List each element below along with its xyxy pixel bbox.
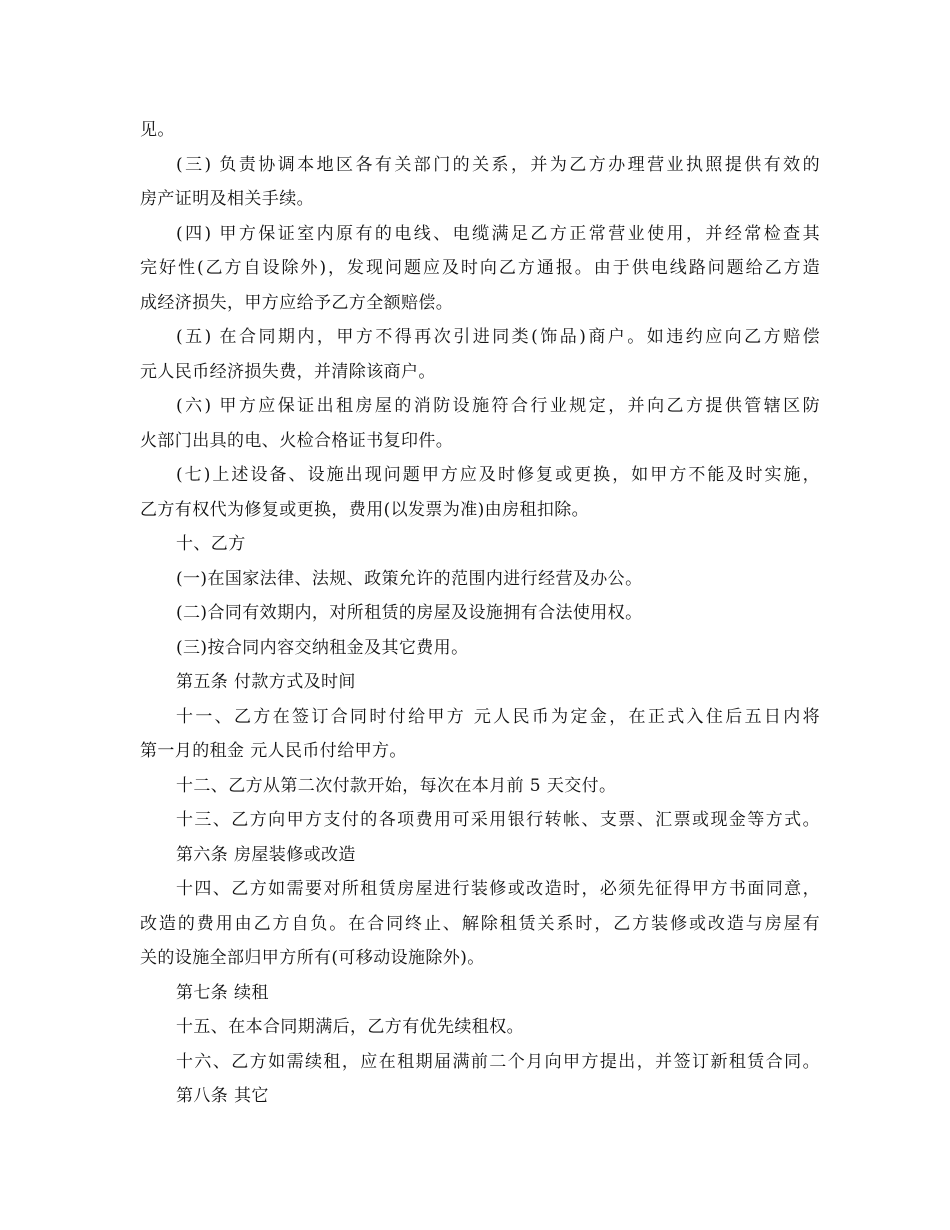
text-line: 第五条 付款方式及时间: [176, 672, 356, 692]
text-line: (七)上述设备、设施出现问题甲方应及时修复或更换，如甲方不能及时实施，: [176, 465, 820, 485]
text-line: 十六、乙方如需续租，应在租期届满前二个月向甲方提出，并签订新租赁合同。: [176, 1051, 820, 1072]
text-line: (三) 负责协调本地区各有关部门的关系，并为乙方办理营业执照提供有效的: [176, 154, 820, 175]
text-line: (四) 甲方保证室内原有的电线、电缆满足乙方正常营业使用，并经常检查其: [176, 223, 820, 244]
text-line: 十二、乙方从第二次付款开始，每次在本月前 5 天交付。: [176, 775, 617, 796]
text-line: 火部门出具的电、火检合格证书复印件。: [140, 430, 454, 451]
text-line: (六) 甲方应保证出租房屋的消防设施符合行业规定，并向乙方提供管辖区防: [176, 396, 820, 416]
text-line: 十一、乙方在签订合同时付给甲方 元人民币为定金，在正式入住后五日内将: [176, 706, 820, 727]
text-line: (五) 在合同期内，甲方不得再次引进同类(饰品)商户。如违约应向乙方赔偿: [176, 327, 820, 347]
text-line: 完好性(乙方自设除外)，发现问题应及时向乙方通报。由于供电线路问题给乙方造: [140, 258, 820, 278]
text-line: 房产证明及相关手续。: [140, 189, 314, 209]
text-line: 改造的费用由乙方自负。在合同终止、解除租赁关系时，乙方装修或改造与房屋有: [140, 913, 820, 934]
text-line: 第七条 续租: [176, 982, 269, 1003]
text-line: 第一月的租金 元人民币付给甲方。: [140, 741, 407, 761]
text-line: (三)按合同内容交纳租金及其它费用。: [176, 637, 469, 658]
text-line: (二)合同有效期内，对所租赁的房屋及设施拥有合法使用权。: [176, 603, 643, 623]
text-line: 十四、乙方如需要对所租赁房屋进行装修或改造时，必须先征得甲方书面同意，: [176, 879, 820, 899]
text-line: 十三、乙方向甲方支付的各项费用可采用银行转帐、支票、汇票或现金等方式。: [176, 810, 820, 830]
text-line: 成经济损失，甲方应给予乙方全额赔偿。: [140, 292, 454, 313]
text-line: 乙方有权代为修复或更换，费用(以发票为准)由房租扣除。: [140, 499, 590, 520]
text-line: 第八条 其它: [176, 1086, 269, 1106]
text-line: 十、乙方: [176, 534, 246, 554]
text-line: 元人民币经济损失费，并清除该商户。: [140, 361, 436, 382]
text-line: (一)在国家法律、法规、政策允许的范围内进行经营及办公。: [176, 568, 643, 589]
text-line: 关的设施全部归甲方所有(可移动设施除外)。: [140, 948, 485, 968]
text-line: 第六条 房屋装修或改造: [176, 844, 356, 865]
text-line: 见。: [140, 120, 175, 140]
text-line: 十五、在本合同期满后，乙方有优先续租权。: [176, 1017, 524, 1037]
document-body: [140, 113, 820, 1114]
